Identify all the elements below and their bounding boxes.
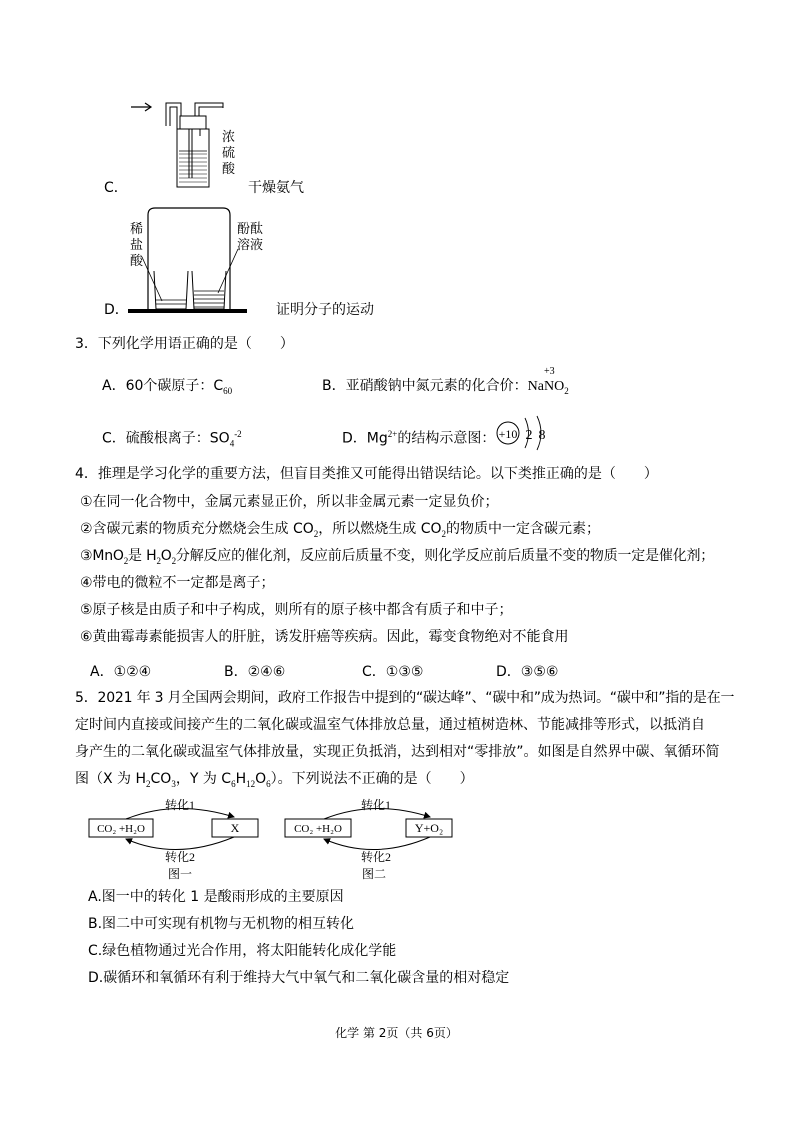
svg-text:CO₂ +H₂O: CO₂ +H₂O (97, 823, 145, 835)
valence-label: +3 (543, 366, 555, 377)
q3-option-c: C．硫酸根离子：$SO_4^{-2}$ (102, 429, 242, 449)
q3-stem: 3．下列化学用语正确的是（ ） (75, 336, 294, 352)
cycle-diagram-2 (282, 795, 472, 885)
ion-shell2-label: 8 (538, 428, 546, 443)
cycle-diagram-1 (86, 795, 276, 885)
diagram1-top-label: 转化1 (164, 798, 196, 812)
q5-option-c: C.绿色植物通过光合作用，将太阳能转化成化学能 (88, 943, 397, 959)
q4-statement-3: ③MnO$_2$是 $H_2O_2$分解反应的催化剂，反应前后质量不变，则化学反应前后质量不变的物质一定是催化剂； (80, 548, 715, 566)
diagram2-caption: 图二 (361, 867, 387, 881)
concentrated-sulfuric-acid-label: 浓硫酸 (222, 130, 236, 177)
gas-washing-bottle-icon (128, 96, 228, 192)
option-letter-c: C． (104, 180, 128, 196)
page-footer: 化学 第 2页（共 6页） (335, 1026, 458, 1040)
q4-stem: 4．推理是学习化学的重要方法，但盲目类推又可能得出错误结论。以下类推正确的是（ ） (75, 466, 658, 482)
q4-statement-5: ⑤原子核是由质子和中子构成，则所有的原子核中都含有质子和中子； (80, 602, 513, 618)
transform-2-arrow (126, 837, 234, 850)
q3-option-a: A．60个碳原子：$C_{60}$ (102, 378, 233, 396)
q5-line-2: 定时间内直接或间接产生的二氧化碳或温室气体排放总量，通过植树造林、节能减排等形式，以抵消自 (75, 717, 705, 733)
svg-text:X: X (230, 821, 240, 835)
fig-c-caption: 干燥氨气 (248, 180, 304, 196)
q5-line-1: 5．2021 年 3 月全国两会期间，政府工作报告中提到的“碳达峰”、“碳中和”成为热词。“碳中和”指的是在一 (75, 690, 735, 706)
transform-2-arrow (324, 837, 430, 850)
q4-statement-2: ②含碳元素的物质充分燃烧会生成 $CO_2$，所以燃烧生成 $CO_2$的物质中一定含碳元素； (80, 521, 601, 539)
svg-text:Y+O₂: Y+O₂ (414, 821, 444, 835)
bell-jar-apparatus-icon (128, 205, 248, 317)
ion-shell1-label: 2 (525, 428, 533, 443)
q3-option-d: D．$Mg^{2+}$的结构示意图： (342, 429, 496, 447)
ion-nucleus-label: +10 (498, 427, 518, 441)
diagram2-top-label: 转化1 (360, 798, 392, 812)
svg-text:CO₂ +H₂O: CO₂ +H₂O (294, 823, 342, 835)
q4-option-b: B．②④⑥ (224, 664, 286, 680)
fig-d-caption: 证明分子的运动 (276, 302, 374, 318)
q5-line-4: 图（X 为 $H_2CO_3$，Y 为 $C_6H_{12}O_6$）。下列说法不正确的是（ ） (75, 771, 474, 789)
q4-statement-1: ①在同一化合物中，金属元素显正价，所以非金属元素一定显负价； (80, 494, 499, 510)
q5-option-d: D.碳循环和氧循环有利于维持大气中氧气和二氧化碳含量的相对稳定 (88, 970, 510, 986)
diagram2-bottom-label: 转化2 (360, 850, 392, 864)
q4-statement-4: ④带电的微粒不一定都是离子； (80, 575, 275, 591)
q3-option-b: B．亚硝酸钠中氮元素的化合价：Na +3 $NO_2$ (322, 366, 569, 396)
q4-option-d: D．③⑤⑥ (496, 664, 559, 680)
dilute-hydrochloric-acid-label: 稀盐酸 (130, 222, 144, 269)
q5-option-b: B.图二中可实现有机物与无机物的相互转化 (88, 916, 355, 932)
ion-structure-diagram-icon (494, 412, 554, 452)
diagram1-caption: 图一 (167, 867, 193, 881)
phenolphthalein-label: 酚酞溶液 (237, 222, 264, 253)
q4-statement-6: ⑥黄曲霉毒素能损害人的肝脏，诱发肝癌等疾病。因此，霉变食物绝对不能食用 (80, 629, 569, 645)
q5-line-3: 身产生的二氧化碳或温室气体排放量，实现正负抵消，达到相对“零排放”。如图是自然界中碳、氧循环简 (75, 744, 720, 760)
q4-option-a: A．①②④ (90, 664, 152, 680)
q4-option-c: C．①③⑤ (362, 664, 424, 680)
q5-option-a: A.图一中的转化 1 是酸雨形成的主要原因 (88, 889, 344, 905)
option-letter-d: D． (104, 302, 129, 318)
diagram1-bottom-label: 转化2 (164, 850, 196, 864)
